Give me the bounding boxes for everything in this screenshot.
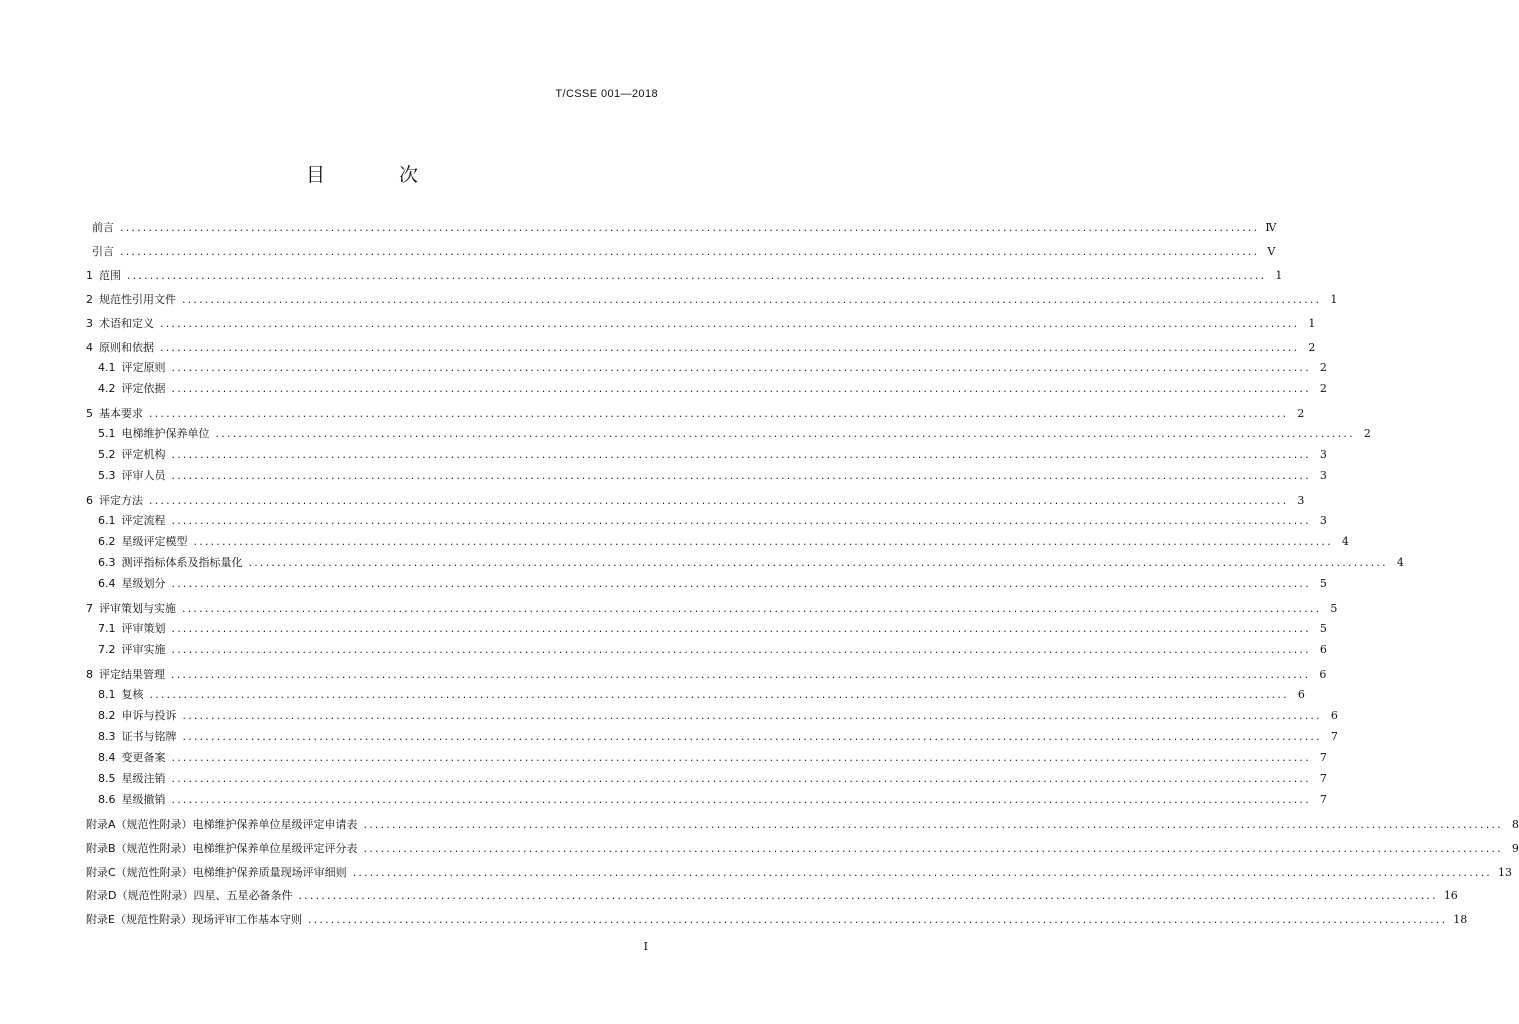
dot-leader: ........................................................................................................................................................................................................ <box>171 469 1311 482</box>
toc-entry-number: 4.2 <box>98 382 116 395</box>
toc-entry-page: 13 <box>1498 865 1513 879</box>
toc-entry[interactable] <box>86 512 1327 528</box>
toc-entry[interactable] <box>86 446 1327 462</box>
toc-entry[interactable] <box>86 707 1338 723</box>
dot-leader: ........................................................................................................................................................................................................ <box>363 818 1503 831</box>
toc-entry[interactable] <box>86 791 1327 807</box>
toc-entry-label: 变更备案 <box>121 751 166 764</box>
toc-entry-number: 8.1 <box>98 688 116 701</box>
toc-entry-label: 评审策划与实施 <box>99 602 176 615</box>
dot-leader: ........................................................................................................................................................................................................ <box>171 577 1311 590</box>
toc-entry-page: 5 <box>1330 602 1338 615</box>
dot-leader: ........................................................................................................................................................................................................ <box>182 709 1322 722</box>
toc-entry-page: 6 <box>1319 668 1327 681</box>
toc-entry-number: 8 <box>86 668 93 681</box>
toc-entry-page: 16 <box>1443 889 1458 903</box>
toc-entry[interactable] <box>86 554 1404 570</box>
toc-entry-number: 3 <box>86 317 93 330</box>
dot-leader: ........................................................................................................................................................................................................ <box>149 407 1289 420</box>
toc-entry-label: 评定流程 <box>121 514 166 527</box>
dot-leader: ........................................................................................................................................................................................................ <box>171 793 1311 806</box>
toc-entry-label: 评定依据 <box>121 382 166 395</box>
toc-entry-page: 3 <box>1319 469 1327 482</box>
toc-entry-page: 7 <box>1330 730 1338 743</box>
toc-entry-label: 评定结果管理 <box>99 668 165 681</box>
toc-entry-label: 现场评审工作基本守则 <box>191 913 302 927</box>
toc-entry-page: 1 <box>1330 293 1338 306</box>
toc-entry-page: 7 <box>1319 772 1327 785</box>
toc-entry-number: 6.1 <box>98 514 116 527</box>
toc-entry-number: 6.2 <box>98 535 116 548</box>
toc-entry[interactable] <box>86 812 1519 832</box>
toc-entry-label: 星级撤销 <box>121 793 166 806</box>
toc-entry[interactable] <box>86 287 1338 307</box>
toc-entry-page: 4 <box>1341 535 1349 548</box>
toc-entry-page: 5 <box>1319 622 1327 635</box>
dot-leader: ........................................................................................................................................................................................................ <box>160 341 1300 354</box>
toc-entry[interactable] <box>86 641 1327 657</box>
dot-leader: ........................................................................................................................................................................................................ <box>171 668 1311 681</box>
dot-leader: ........................................................................................................................................................................................................ <box>171 514 1311 527</box>
toc-entry-page: 5 <box>1319 577 1327 590</box>
toc-entry-number: 6.3 <box>98 556 116 569</box>
footer-page-number: Ⅰ <box>643 940 648 953</box>
toc-entry-number: 附录A（规范性附录） <box>86 818 193 831</box>
toc-entry-label: 证书与铭牌 <box>121 730 177 743</box>
toc-entry-number: 2 <box>86 293 93 306</box>
toc-entry-page: 2 <box>1297 407 1305 420</box>
toc-entry-page: 3 <box>1319 448 1327 461</box>
dot-leader: ........................................................................................................................................................................................................ <box>171 622 1311 635</box>
toc-entry-number: 8.4 <box>98 751 116 764</box>
toc-entry-label: 评定方法 <box>99 494 143 507</box>
toc-entry-number: 6 <box>86 494 93 507</box>
toc-entry-page: 2 <box>1319 382 1327 395</box>
dot-leader: ........................................................................................................................................................................................................ <box>171 772 1311 785</box>
dot-leader: ........................................................................................................................................................................................................ <box>160 317 1300 330</box>
toc-entry-number: 1 <box>86 269 93 282</box>
toc-entry-page: 18 <box>1453 913 1468 927</box>
toc-entry-label: 四星、五星必备条件 <box>193 889 293 903</box>
toc-entry-page: 2 <box>1363 427 1371 440</box>
toc-entry-page: 6 <box>1319 643 1327 656</box>
dot-leader: ........................................................................................................................................................................................................ <box>182 730 1322 743</box>
toc-entry[interactable] <box>86 728 1338 744</box>
toc-entry-number: 5 <box>86 407 93 420</box>
toc-entry-label: 星级划分 <box>121 577 166 590</box>
toc-entry[interactable] <box>86 907 1468 927</box>
toc-entry[interactable] <box>86 860 1513 880</box>
toc-entry-label: 术语和定义 <box>99 317 154 330</box>
toc-entry-number: 4.1 <box>98 361 116 374</box>
toc-entry[interactable] <box>86 215 1277 235</box>
toc-entry[interactable] <box>86 749 1327 765</box>
toc-entry[interactable] <box>86 425 1371 441</box>
toc-entry-label: 规范性引用文件 <box>99 293 176 306</box>
toc-entry-number: 5.3 <box>98 469 116 482</box>
toc-entry[interactable] <box>86 380 1327 396</box>
toc-entry-page: 7 <box>1319 793 1327 806</box>
toc-entry[interactable] <box>86 686 1305 702</box>
toc-entry-label: 评审实施 <box>121 643 166 656</box>
toc-entry-number: 附录E（规范性附录） <box>86 913 192 927</box>
toc-entry-label: 星级注销 <box>121 772 166 785</box>
toc-entry-label: 电梯维护保养单位星级评定申请表 <box>192 818 358 831</box>
toc-entry[interactable] <box>86 575 1327 591</box>
toc-entry[interactable] <box>86 359 1327 375</box>
dot-leader: ........................................................................................................................................................................................................ <box>171 361 1311 374</box>
toc-entry-number: 8.5 <box>98 772 116 785</box>
toc-entry-page: 3 <box>1297 494 1305 507</box>
dot-leader: ........................................................................................................................................................................................................ <box>120 221 1260 234</box>
toc-entry-label: 基本要求 <box>99 407 143 420</box>
page-title: 目 次 <box>305 164 453 186</box>
dot-leader: ........................................................................................................................................................................................................ <box>171 448 1311 461</box>
toc-entry[interactable] <box>86 239 1276 259</box>
toc-entry-label: 电梯维护保养单位星级评定评分表 <box>192 841 358 855</box>
toc-entry[interactable] <box>86 467 1327 483</box>
dot-leader: ........................................................................................................................................................................................................ <box>298 889 1438 903</box>
toc-entry-page: Ⅴ <box>1267 245 1276 258</box>
toc-entry-number: 7 <box>86 602 93 615</box>
toc-entry-label: 复核 <box>121 688 144 701</box>
dot-leader: ........................................................................................................................................................................................................ <box>149 494 1289 507</box>
toc-entry-page: 4 <box>1396 556 1404 569</box>
toc-entry-number: 8.2 <box>98 709 116 722</box>
toc-entry-label: 申诉与投诉 <box>121 709 177 722</box>
toc-entry-page: 1 <box>1308 317 1316 330</box>
dot-leader: ........................................................................................................................................................................................................ <box>182 293 1322 306</box>
toc-entry-number: 5.1 <box>98 427 116 440</box>
toc-entry-label: 评审策划 <box>121 622 166 635</box>
dot-leader: ........................................................................................................................................................................................................ <box>149 688 1289 701</box>
dot-leader: ........................................................................................................................................................................................................ <box>307 913 1448 927</box>
table-of-contents <box>86 215 1519 931</box>
toc-entry-label: 前言 <box>92 221 114 234</box>
toc-entry-page: 8 <box>1511 818 1519 831</box>
toc-entry-number: 6.4 <box>98 577 116 590</box>
toc-entry-number: 8.6 <box>98 793 116 806</box>
toc-entry-page: 2 <box>1319 361 1327 374</box>
toc-entry[interactable] <box>86 596 1338 616</box>
toc-entry-page: Ⅳ <box>1265 221 1277 234</box>
dot-leader: ........................................................................................................................................................................................................ <box>363 841 1503 855</box>
dot-leader: ........................................................................................................................................................................................................ <box>352 865 1493 879</box>
toc-entry[interactable] <box>86 620 1327 636</box>
toc-entry-number: 5.2 <box>98 448 116 461</box>
toc-entry-label: 星级评定模型 <box>121 535 188 548</box>
toc-entry[interactable] <box>86 533 1349 549</box>
toc-entry-label: 引言 <box>92 245 114 258</box>
document-code: T/CSSE 001—2018 <box>555 88 658 100</box>
toc-entry-page: 3 <box>1319 514 1327 527</box>
dot-leader: ........................................................................................................................................................................................................ <box>248 556 1388 569</box>
toc-entry[interactable] <box>86 335 1316 355</box>
toc-entry-page: 7 <box>1319 751 1327 764</box>
dot-leader: ........................................................................................................................................................................................................ <box>127 269 1267 282</box>
toc-entry[interactable] <box>86 770 1327 786</box>
dot-leader: ........................................................................................................................................................................................................ <box>171 751 1311 764</box>
toc-entry-label: 范围 <box>99 269 121 282</box>
toc-entry-number: 附录B（规范性附录） <box>86 841 193 855</box>
toc-entry[interactable] <box>86 836 1519 856</box>
toc-entry-label: 电梯维护保养质量现场评审细则 <box>192 865 347 879</box>
toc-entry-label: 评定原则 <box>121 361 166 374</box>
toc-entry-label: 电梯维护保养单位 <box>121 427 210 440</box>
toc-entry-page: 1 <box>1275 269 1283 282</box>
toc-entry[interactable] <box>86 311 1316 331</box>
toc-entry[interactable] <box>86 883 1458 903</box>
toc-entry-label: 评定机构 <box>121 448 166 461</box>
toc-entry[interactable] <box>86 401 1305 421</box>
toc-entry-number: 附录D（规范性附录） <box>86 889 194 903</box>
dot-leader: ........................................................................................................................................................................................................ <box>120 245 1260 258</box>
toc-entry-page: 9 <box>1511 841 1519 855</box>
toc-entry[interactable] <box>86 263 1283 283</box>
toc-entry-number: 7.1 <box>98 622 116 635</box>
toc-entry-number: 4 <box>86 341 93 354</box>
dot-leader: ........................................................................................................................................................................................................ <box>171 382 1311 395</box>
toc-entry[interactable] <box>86 662 1327 682</box>
toc-entry-number: 附录C（规范性附录） <box>86 865 193 879</box>
dot-leader: ........................................................................................................................................................................................................ <box>215 427 1355 440</box>
toc-entry[interactable] <box>86 488 1305 508</box>
toc-entry-number: 7.2 <box>98 643 116 656</box>
dot-leader: ........................................................................................................................................................................................................ <box>193 535 1333 548</box>
toc-entry-page: 2 <box>1308 341 1316 354</box>
dot-leader: ........................................................................................................................................................................................................ <box>182 602 1322 615</box>
toc-entry-page: 6 <box>1297 688 1305 701</box>
dot-leader: ........................................................................................................................................................................................................ <box>171 643 1311 656</box>
toc-entry-page: 6 <box>1330 709 1338 722</box>
toc-entry-label: 评审人员 <box>121 469 166 482</box>
toc-entry-label: 测评指标体系及指标量化 <box>121 556 243 569</box>
toc-entry-number: 8.3 <box>98 730 116 743</box>
toc-entry-label: 原则和依据 <box>99 341 154 354</box>
